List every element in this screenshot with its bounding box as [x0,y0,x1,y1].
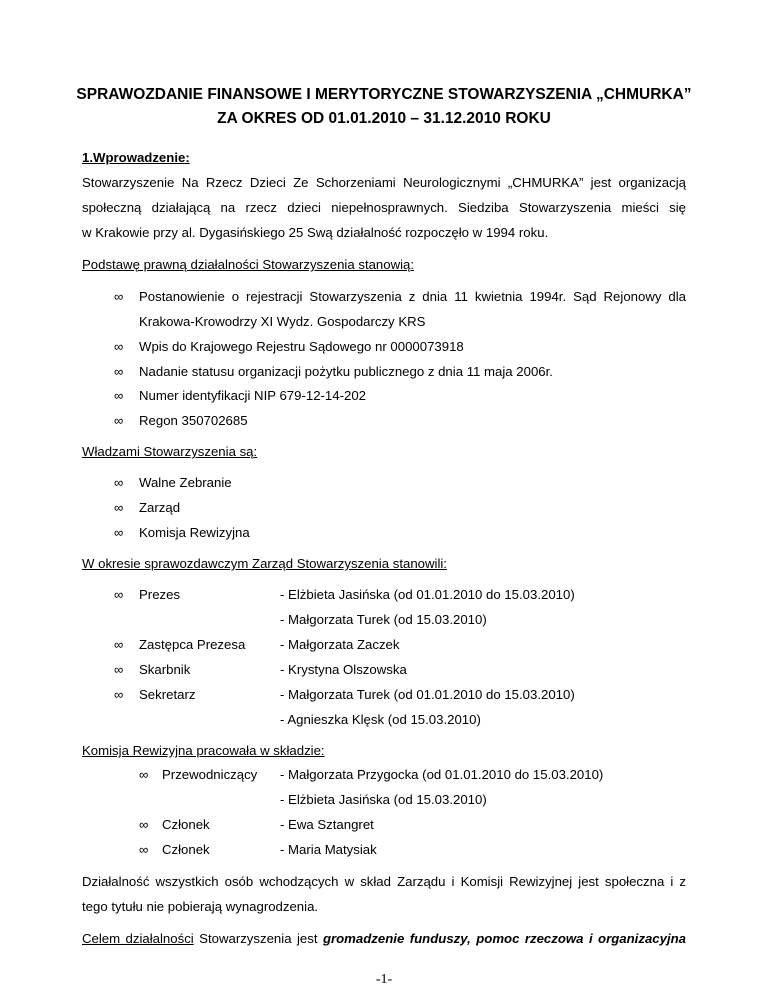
board-member: - Krystyna Olszowska [280,662,407,677]
legal-item-cont: Krakowa-Krowodrzy XI Wydz. Gospodarczy KRS [139,314,426,329]
authorities-item: Komisja Rewizyjna [139,525,250,540]
authorities-item: Walne Zebranie [139,475,232,490]
board-member: - Elżbieta Jasińska (od 01.01.2010 do 15.03.2010) [280,587,575,602]
audit-member: - Elżbieta Jasińska (od 15.03.2010) [280,792,487,807]
board-member: - Małgorzata Turek (od 15.03.2010) [280,612,487,627]
legal-item: Postanowienie o rejestracji Stowarzyszenia z dnia 11 kwietnia 1994r. Sąd Rejonowy dla [139,289,686,304]
intro-line: w Krakowie przy al. Dygasińskiego 25 Swą działalność rozpoczęło w 1994 roku. [82,225,549,240]
bullet-icon: ∞ [114,525,124,540]
bullet-icon: ∞ [114,475,124,490]
bullet-icon: ∞ [114,364,124,379]
bullet-icon: ∞ [114,500,124,515]
audit-member: - Ewa Sztangret [280,817,374,832]
board-role: Sekretarz [139,687,196,702]
audit-role: Przewodniczący [162,767,258,782]
intro-line: Stowarzyszenie Na Rzecz Dzieci Ze Schorzeniami Neurologicznymi „CHMURKA” jest organizacją [82,175,686,190]
goal-mid: Stowarzyszenia jest [193,931,323,946]
board-member: - Małgorzata Zaczek [280,637,400,652]
document-title-line2: ZA OKRES OD 01.01.2010 – 31.12.2010 ROKU [217,110,551,127]
page-number: -1- [375,972,393,987]
goal-line1 [82,931,686,947]
intro-line: społeczną działającą na rzecz dzieci niepełnosprawnych. Siedziba Stowarzyszenia mieści się [82,200,686,215]
bullet-icon: ∞ [139,767,149,782]
legal-item: Numer identyfikacji NIP 679-12-14-202 [139,388,366,403]
bullet-icon: ∞ [114,587,124,602]
legal-item: Wpis do Krajowego Rejestru Sądowego nr 0000073918 [139,339,464,354]
activity-line: Działalność wszystkich osób wchodzących w skład Zarządu i Komisji Rewizyjnej jest społeczna i z [82,874,686,889]
board-role: Zastępca Prezesa [139,637,246,652]
legal-heading: Podstawę prawną działalności Stowarzyszenia stanowią: [82,257,415,272]
board-member: - Małgorzata Turek (od 01.01.2010 do 15.03.2010) [280,687,575,702]
board-role: Skarbnik [139,662,191,677]
bullet-icon: ∞ [139,817,149,832]
audit-heading: Komisja Rewizyjna pracowała w składzie: [82,743,325,758]
authorities-heading: Władzami Stowarzyszenia są: [82,444,258,459]
bullet-icon: ∞ [114,662,124,677]
bullet-icon: ∞ [114,413,124,428]
document-title-line1: SPRAWOZDANIE FINANSOWE I MERYTORYCZNE STOWARZYSZENIA „CHMURKA” [76,86,692,103]
bullet-icon: ∞ [139,842,149,857]
board-member: - Agnieszka Klęsk (od 15.03.2010) [280,712,481,727]
audit-member: - Maria Matysiak [280,842,377,857]
goal-bold-1: gromadzenie funduszy, pomoc rzeczowa i organizacyjna [322,931,686,946]
bullet-icon: ∞ [114,687,124,702]
board-heading: W okresie sprawozdawczym Zarząd Stowarzyszenia stanowili: [82,556,447,571]
legal-item: Regon 350702685 [139,413,248,428]
bullet-icon: ∞ [114,339,124,354]
board-role: Prezes [139,587,181,602]
intro-heading: 1.Wprowadzenie: [82,150,190,165]
audit-member: - Małgorzata Przygocka (od 01.01.2010 do 15.03.2010) [280,767,604,782]
audit-role: Członek [162,842,210,857]
bullet-icon: ∞ [114,388,124,403]
bullet-icon: ∞ [114,637,124,652]
audit-role: Członek [162,817,210,832]
activity-line: tego tytułu nie pobierają wynagrodzenia. [82,899,319,914]
legal-item: Nadanie statusu organizacji pożytku publicznego z dnia 11 maja 2006r. [139,364,553,379]
bullet-icon: ∞ [114,289,124,304]
authorities-item: Zarząd [139,500,181,515]
goal-lead: Celem działalności [82,931,194,946]
